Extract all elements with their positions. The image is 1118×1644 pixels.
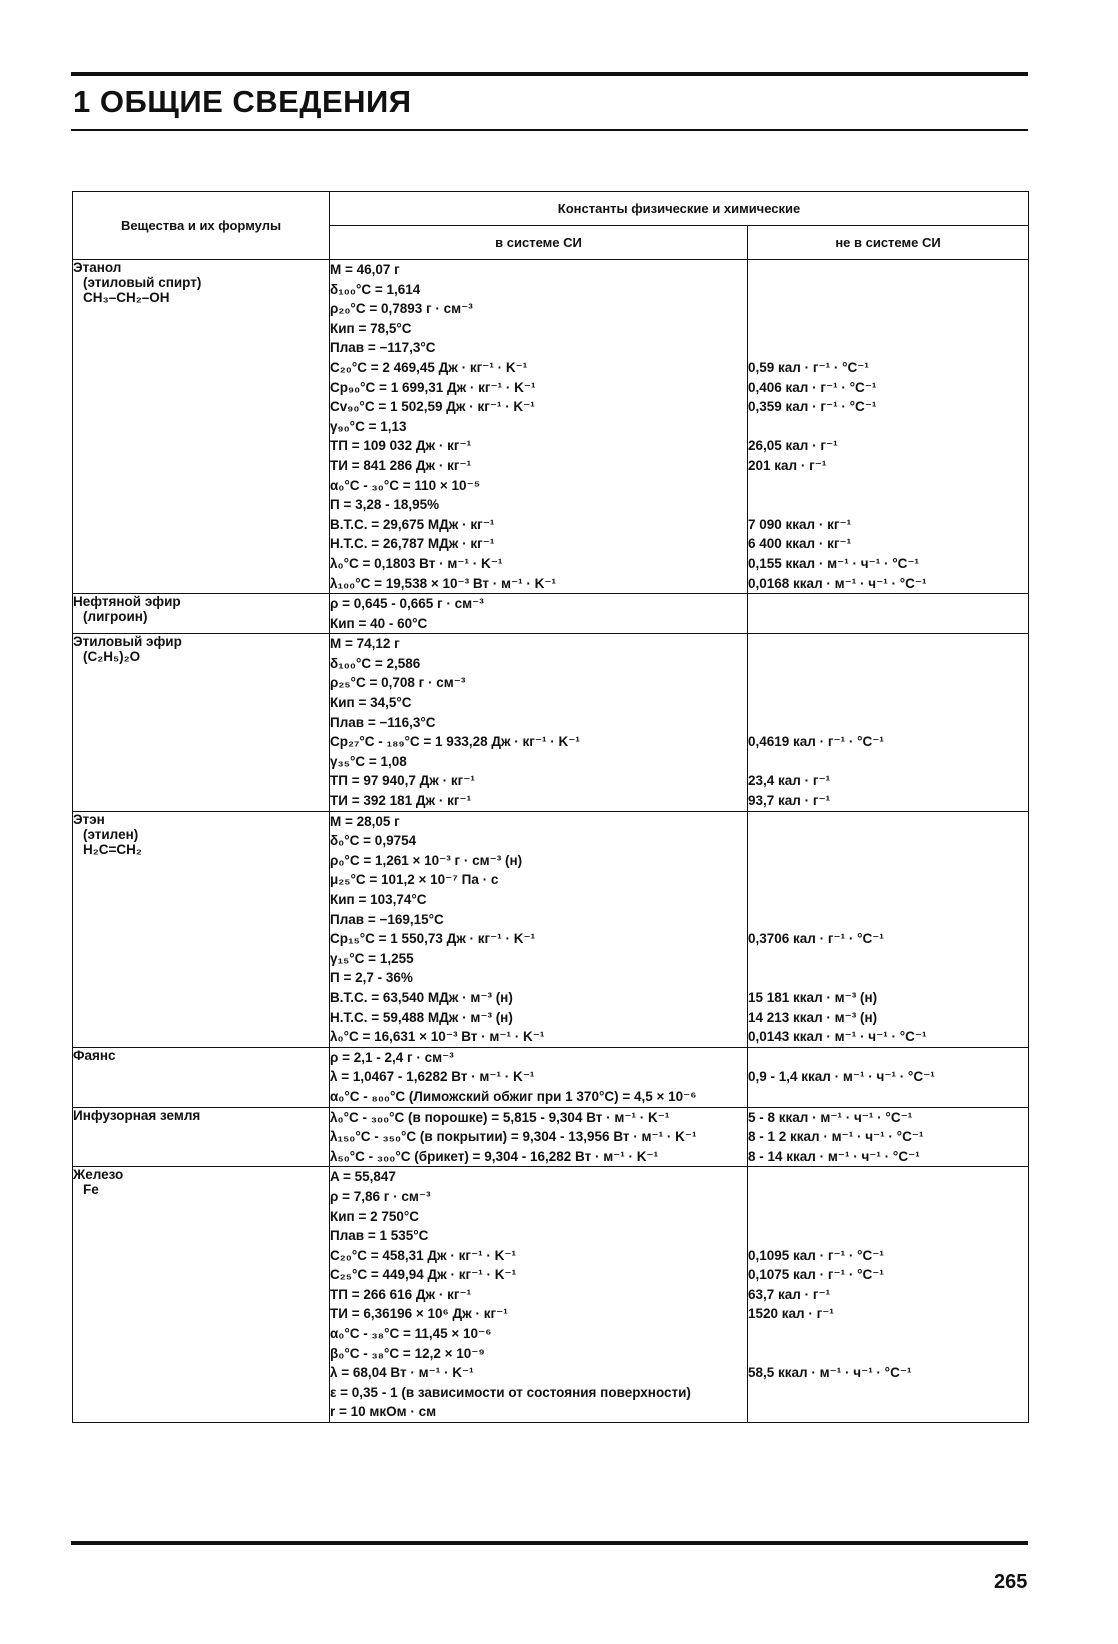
si-value: A = 55,847 (330, 1169, 396, 1185)
si-value: λ = 68,04 Вт · м⁻¹ · K⁻¹ (330, 1365, 474, 1381)
si-value: λ₀°C - ₃₀₀°C (в порошке) = 5,815 - 9,304 Вт · м⁻¹ · K⁻¹ (330, 1109, 670, 1125)
table-row (73, 594, 1029, 634)
non-si-value (748, 1226, 1028, 1246)
top-rule (71, 72, 1028, 76)
substance-name: Инфузорная земля (73, 1107, 201, 1123)
si-value: П = 3,28 - 18,95% (330, 497, 440, 513)
non-si-values-cell (748, 634, 1029, 811)
si-value: γ₉₀°C = 1,13 (330, 418, 407, 434)
si-value: λ₀°C = 16,631 × 10⁻³ Вт · м⁻¹ · K⁻¹ (330, 1029, 545, 1045)
substance-detail: (лигроин) (83, 609, 148, 625)
si-value: γ₁₅°C = 1,255 (330, 950, 414, 966)
substance-detail: Fe (83, 1182, 99, 1198)
non-si-value (748, 713, 1028, 733)
non-si-value (748, 1167, 1028, 1187)
si-values-cell (330, 1167, 748, 1423)
si-value: Кип = 78,5°C (330, 320, 412, 336)
non-si-value: 5 - 8 ккал · м⁻¹ · ч⁻¹ · °C⁻¹ (748, 1109, 913, 1125)
non-si-value (748, 851, 1028, 871)
si-value: Cp₂₇°C - ₁₈₉°C = 1 933,28 Дж · кг⁻¹ · K⁻¹ (330, 734, 580, 750)
table-row (73, 1167, 1029, 1423)
non-si-value: 0,9 - 1,4 ккал · м⁻¹ · ч⁻¹ · °C⁻¹ (748, 1069, 935, 1085)
non-si-value (748, 1207, 1028, 1227)
non-si-value: 7 090 ккал · кг⁻¹ (748, 516, 852, 532)
substance-name: Железо (73, 1167, 124, 1183)
si-value: α₀°C - ₃₈°C = 11,45 × 10⁻⁶ (330, 1326, 492, 1342)
si-value: M = 28,05 г (330, 813, 400, 829)
non-si-value (748, 654, 1028, 674)
non-si-value: 8 - 1 2 ккал · м⁻¹ · ч⁻¹ · °C⁻¹ (748, 1129, 924, 1145)
table-row (73, 811, 1029, 1047)
non-si-value (748, 594, 1028, 614)
si-value: β₀°C - ₃₈°C = 12,2 × 10⁻⁹ (330, 1345, 485, 1361)
non-si-value (748, 476, 1028, 496)
substance-name: Фаянс (73, 1047, 116, 1063)
non-si-value (748, 910, 1028, 930)
bottom-rule (71, 1541, 1028, 1545)
si-value: ТП = 109 032 Дж · кг⁻¹ (330, 438, 472, 454)
non-si-value (748, 968, 1028, 988)
non-si-value: 0,1095 кал · г⁻¹ · °C⁻¹ (748, 1247, 884, 1263)
non-si-value: 0,0168 ккал · м⁻¹ · ч⁻¹ · °C⁻¹ (748, 575, 927, 591)
si-value: ρ₀°C = 1,261 × 10⁻³ г · см⁻³ (н) (330, 852, 523, 868)
substance-cell (73, 260, 330, 594)
non-si-value: 58,5 ккал · м⁻¹ · ч⁻¹ · °C⁻¹ (748, 1365, 912, 1381)
header-substances: Вещества и их формулы (73, 192, 330, 260)
header-si: в системе СИ (330, 226, 748, 260)
si-value: Кип = 34,5°C (330, 695, 412, 711)
si-value: μ₂₅°C = 101,2 × 10⁻⁷ Па · с (330, 872, 499, 888)
si-value: ρ₂₅°C = 0,708 г · см⁻³ (330, 675, 466, 691)
substance-name: Этэн (73, 811, 105, 827)
si-values-cell (330, 260, 748, 594)
si-value: δ₀°C = 0,9754 (330, 833, 417, 849)
non-si-value: 201 кал · г⁻¹ (748, 457, 827, 473)
substance-cell (73, 594, 330, 634)
title-rule (71, 129, 1028, 131)
si-value: Плав = −117,3°C (330, 340, 436, 356)
substance-cell (73, 634, 330, 811)
si-value: ρ₂₀°C = 0,7893 г · см⁻³ (330, 301, 473, 317)
si-value: Н.Т.С. = 26,787 МДж · кг⁻¹ (330, 536, 495, 552)
non-si-value (748, 280, 1028, 300)
si-value: C₂₀°C = 458,31 Дж · кг⁻¹ · K⁻¹ (330, 1247, 516, 1263)
non-si-value: 23,4 кал · г⁻¹ (748, 773, 831, 789)
non-si-value: 15 181 ккал · м⁻³ (н) (748, 989, 878, 1005)
non-si-value (748, 1344, 1028, 1364)
non-si-value: 26,05 кал · г⁻¹ (748, 438, 838, 454)
substance-cell (73, 1167, 330, 1423)
si-value: λ₁₀₀°C = 19,538 × 10⁻³ Вт · м⁻¹ · K⁻¹ (330, 575, 557, 591)
si-value: Н.Т.С. = 59,488 МДж · м⁻³ (н) (330, 1009, 513, 1025)
si-value: Плав = 1 535°C (330, 1228, 429, 1244)
substance-detail: H₂C=CH₂ (83, 841, 142, 857)
non-si-value (748, 1048, 1028, 1068)
substance-detail: (этиловый спирт) (83, 275, 202, 290)
si-value: M = 74,12 г (330, 636, 400, 652)
non-si-value (748, 299, 1028, 319)
constants-table (72, 191, 1029, 1423)
non-si-value: 0,406 кал · г⁻¹ · °C⁻¹ (748, 379, 877, 395)
non-si-value (748, 870, 1028, 890)
substance-cell (73, 1107, 330, 1167)
non-si-value (748, 693, 1028, 713)
si-value: Плав = −169,15°C (330, 911, 444, 927)
non-si-value (748, 831, 1028, 851)
si-value: Cv₉₀°C = 1 502,59 Дж · кг⁻¹ · K⁻¹ (330, 399, 535, 415)
header-non-si: не в системе СИ (748, 226, 1029, 260)
substance-name: Этиловый эфир (73, 634, 182, 650)
si-value: Cp₉₀°C = 1 699,31 Дж · кг⁻¹ · K⁻¹ (330, 379, 536, 395)
substance-name: Этанол (73, 260, 122, 275)
page-title: 1 ОБЩИЕ СВЕДЕНИЯ (73, 84, 412, 119)
si-value: λ₀°C = 0,1803 Вт · м⁻¹ · K⁻¹ (330, 555, 503, 571)
non-si-value: 0,59 кал · г⁻¹ · °C⁻¹ (748, 359, 869, 375)
substance-detail: CH₃–CH₂–OH (83, 290, 170, 305)
non-si-value: 0,359 кал · г⁻¹ · °C⁻¹ (748, 399, 877, 415)
non-si-value: 8 - 14 ккал · м⁻¹ · ч⁻¹ · °C⁻¹ (748, 1148, 920, 1164)
non-si-value: 0,3706 кал · г⁻¹ · °C⁻¹ (748, 931, 884, 947)
si-value: α₀°C - ₈₀₀°C (Лиможский обжиг при 1 370°C) = 4,5 × 10⁻⁶ (330, 1088, 697, 1104)
si-value: ТИ = 392 181 Дж · кг⁻¹ (330, 793, 472, 809)
header-constants: Константы физические и химические (330, 192, 1029, 226)
si-value: ТИ = 6,36196 × 10⁶ Дж · кг⁻¹ (330, 1306, 508, 1322)
si-value: C₂₅°C = 449,94 Дж · кг⁻¹ · K⁻¹ (330, 1267, 517, 1283)
non-si-value (748, 1402, 1028, 1422)
non-si-value (748, 338, 1028, 358)
si-value: γ₃₅°C = 1,08 (330, 753, 407, 769)
non-si-value (748, 1383, 1028, 1403)
non-si-value: 14 213 ккал · м⁻³ (н) (748, 1009, 878, 1025)
substance-detail: (этилен) (83, 826, 139, 842)
table-row (73, 260, 1029, 594)
non-si-value: 0,0143 ккал · м⁻¹ · ч⁻¹ · °C⁻¹ (748, 1029, 927, 1045)
non-si-value (748, 812, 1028, 832)
si-values-cell (330, 1107, 748, 1167)
non-si-values-cell (748, 1107, 1029, 1167)
substance-detail: (C₂H₅)₂O (83, 649, 141, 665)
non-si-value: 93,7 кал · г⁻¹ (748, 793, 831, 809)
si-value: λ₅₀°C - ₃₀₀°C (брикет) = 9,304 - 16,282 Вт · м⁻¹ · K⁻¹ (330, 1148, 659, 1164)
non-si-value: 6 400 ккал · кг⁻¹ (748, 536, 852, 552)
si-value: λ₁₅₀°C - ₃₅₀°C (в покрытии) = 9,304 - 13,956 Вт · м⁻¹ · K⁻¹ (330, 1129, 697, 1145)
non-si-value (748, 890, 1028, 910)
non-si-value (748, 634, 1028, 654)
si-value: ρ = 7,86 г · см⁻³ (330, 1188, 431, 1204)
si-values-cell (330, 634, 748, 811)
non-si-value (748, 417, 1028, 437)
non-si-value (748, 614, 1028, 634)
substance-cell (73, 1047, 330, 1107)
si-value: ТП = 97 940,7 Дж · кг⁻¹ (330, 773, 475, 789)
non-si-value (748, 319, 1028, 339)
si-value: δ₁₀₀°C = 1,614 (330, 281, 421, 297)
si-value: В.Т.С. = 63,540 МДж · м⁻³ (н) (330, 989, 513, 1005)
table-row (73, 634, 1029, 811)
si-value: Плав = −116,3°C (330, 714, 436, 730)
non-si-value (748, 949, 1028, 969)
si-value: ρ = 2,1 - 2,4 г · см⁻³ (330, 1049, 454, 1065)
table-row (73, 1047, 1029, 1107)
si-value: λ = 1,0467 - 1,6282 Вт · м⁻¹ · K⁻¹ (330, 1069, 535, 1085)
non-si-value: 0,155 ккал · м⁻¹ · ч⁻¹ · °C⁻¹ (748, 555, 919, 571)
si-value: Кип = 103,74°C (330, 892, 427, 907)
si-values-cell (330, 1047, 748, 1107)
non-si-value: 1520 кал · г⁻¹ (748, 1306, 834, 1322)
substance-name: Нефтяной эфир (73, 594, 181, 610)
si-value: ρ = 0,645 - 0,665 г · см⁻³ (330, 596, 484, 612)
si-value: ε = 0,35 - 1 (в зависимости от состояния поверхности) (330, 1384, 691, 1400)
non-si-values-cell (748, 1047, 1029, 1107)
non-si-value: 0,1075 кал · г⁻¹ · °C⁻¹ (748, 1267, 884, 1283)
non-si-value: 0,4619 кал · г⁻¹ · °C⁻¹ (748, 734, 884, 750)
si-value: M = 46,07 г (330, 262, 400, 277)
table-body (73, 260, 1029, 1423)
si-value: δ₁₀₀°C = 2,586 (330, 655, 421, 671)
si-values-cell (330, 811, 748, 1047)
non-si-value (748, 1087, 1028, 1107)
substance-cell (73, 811, 330, 1047)
non-si-value (748, 495, 1028, 515)
non-si-value (748, 752, 1028, 772)
si-value: α₀°C - ₃₀°C = 110 × 10⁻⁵ (330, 477, 481, 493)
non-si-values-cell (748, 1167, 1029, 1423)
page-number: 265 (994, 1571, 1028, 1593)
non-si-value (748, 673, 1028, 693)
si-value: Кип = 2 750°C (330, 1208, 420, 1224)
non-si-value (748, 260, 1028, 280)
si-values-cell (330, 594, 748, 634)
si-value: П = 2,7 - 36% (330, 970, 413, 986)
table-row (73, 1107, 1029, 1167)
si-value: Cp₁₅°C = 1 550,73 Дж · кг⁻¹ · K⁻¹ (330, 931, 536, 947)
si-value: ТП = 266 616 Дж · кг⁻¹ (330, 1286, 472, 1302)
si-value: В.Т.С. = 29,675 МДж · кг⁻¹ (330, 516, 495, 532)
si-value: C₂₀°C = 2 469,45 Дж · кг⁻¹ · K⁻¹ (330, 359, 528, 375)
si-value: Кип = 40 - 60°C (330, 615, 428, 631)
non-si-value (748, 1187, 1028, 1207)
non-si-values-cell (748, 811, 1029, 1047)
non-si-values-cell (748, 260, 1029, 594)
si-value: r = 10 мкОм · см (330, 1404, 437, 1420)
non-si-value (748, 1324, 1028, 1344)
si-value: ТИ = 841 286 Дж · кг⁻¹ (330, 457, 472, 473)
non-si-value: 63,7 кал · г⁻¹ (748, 1286, 831, 1302)
non-si-values-cell (748, 594, 1029, 634)
